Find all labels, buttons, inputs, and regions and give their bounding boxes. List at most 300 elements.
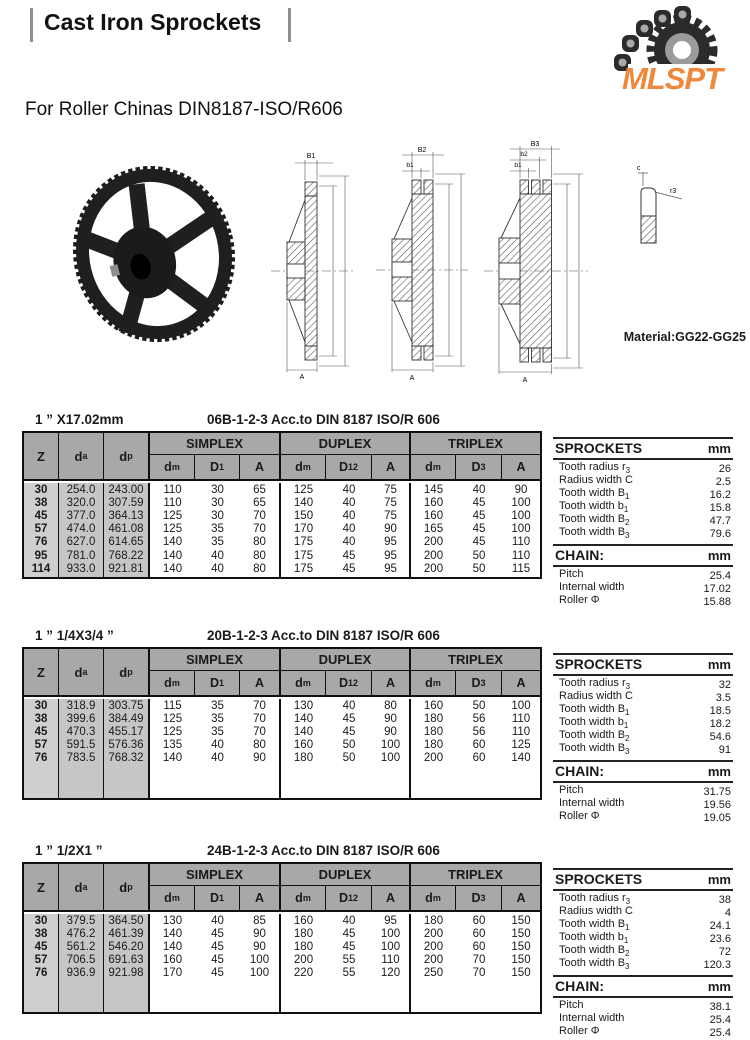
cell: 30 — [211, 509, 224, 522]
cell: 110 — [511, 536, 531, 549]
cell: 45 — [211, 967, 224, 980]
cell: 140 — [162, 927, 183, 940]
panel-item: Tooth width $B_1$ 16.2 — [559, 487, 731, 502]
panel-chain-header: CHAIN: mm — [553, 544, 733, 567]
panel-item: Tooth radius $r_3$ 26 — [559, 461, 731, 476]
cell: 318.9 — [59, 699, 104, 712]
panel-item: Tooth width $B_3$ 79.6 — [559, 526, 731, 541]
cell: 706.5 — [59, 954, 104, 967]
panel-item: Tooth width $b_1$ 15.8 — [559, 500, 731, 515]
cell: 75 — [372, 509, 411, 522]
page-subtitle: For Roller Chinas DIN8187-ISO/R606 — [25, 99, 343, 120]
table-row — [24, 549, 540, 562]
panel-item: Internal width 25.4 — [559, 1012, 731, 1026]
cell: 614.65 — [104, 536, 150, 549]
cell: 30 — [24, 483, 59, 496]
cell: 160 — [423, 496, 444, 509]
panel-item: Pitch 25.4 — [559, 568, 731, 582]
cell: 95 — [372, 536, 411, 549]
col-header-dm: d m — [150, 455, 195, 479]
cell: 180 — [423, 914, 444, 927]
cell: 140 — [511, 752, 531, 765]
sprockets-info-panel — [553, 437, 733, 608]
col-header-a: A — [372, 455, 411, 479]
panel-item: Roller Φ 19.05 — [559, 810, 731, 824]
table-size-label: 1 ” 1/2X1 ” — [35, 843, 103, 858]
cell: 60 — [472, 914, 486, 927]
cell: 175 — [293, 549, 314, 562]
cell: 40 — [472, 483, 486, 496]
cell: 40 — [211, 752, 224, 765]
cell: 75 — [372, 496, 411, 509]
col-header-da: d a — [59, 649, 104, 695]
cell: 30 — [24, 914, 59, 927]
panel-sprockets-header: SPROCKETS mm — [553, 653, 733, 676]
cell: 140 — [293, 712, 314, 725]
panel-item: Pitch 31.75 — [559, 784, 731, 798]
cell: 38 — [24, 712, 59, 725]
cell: 110 — [511, 725, 531, 738]
cell: 100 — [372, 739, 411, 752]
cell: 60 — [472, 940, 486, 953]
cell: 364.13 — [104, 509, 150, 522]
cell: 95 — [372, 549, 411, 562]
panel-item: Tooth width $B_3$ 120.3 — [559, 957, 731, 972]
cell: 307.59 — [104, 496, 150, 509]
table-row — [24, 523, 540, 536]
panel-item: Tooth width $b_1$ 18.2 — [559, 716, 731, 731]
cell: 40 — [342, 536, 356, 549]
cell: 70 — [472, 954, 486, 967]
cell: 95 — [24, 549, 59, 562]
col-header-d12: D 12 — [326, 671, 372, 695]
table-header — [24, 649, 540, 697]
group-header-simplex: SIMPLEX — [150, 864, 281, 886]
cell: 30 — [211, 496, 224, 509]
cell: 50 — [472, 699, 486, 712]
cell: 38 — [24, 496, 59, 509]
col-header-z: Z — [24, 864, 59, 910]
cell: 110 — [511, 549, 531, 562]
cell: 70 — [240, 699, 281, 712]
cell: 76 — [24, 752, 59, 765]
table-row — [24, 940, 540, 953]
cell: 60 — [472, 752, 486, 765]
cell: 768.22 — [104, 549, 150, 562]
cell: 60 — [472, 739, 486, 752]
cell: 114 — [24, 562, 59, 575]
col-header-a: A — [502, 671, 540, 695]
cell: 56 — [472, 712, 486, 725]
title-right-rule — [288, 8, 291, 42]
cell: 90 — [240, 752, 281, 765]
table-body — [24, 912, 540, 980]
cell: 150 — [511, 927, 531, 940]
table-row — [24, 914, 540, 927]
dim-label-r3: r3 — [670, 188, 677, 195]
cell: 250 — [423, 967, 444, 980]
cell: 100 — [511, 523, 531, 536]
col-header-d3: D 3 — [456, 671, 502, 695]
col-header-a: A — [502, 455, 540, 479]
group-header-duplex: DUPLEX — [281, 864, 411, 886]
col-header-d3: D 3 — [456, 886, 502, 910]
cell: 45 — [342, 562, 356, 575]
cell: 65 — [240, 496, 281, 509]
cell: 70 — [472, 967, 486, 980]
cell: 45 — [211, 940, 224, 953]
dim-label-A: A — [299, 374, 305, 381]
cell: 384.49 — [104, 712, 150, 725]
panel-item: Tooth width $B_1$ 18.5 — [559, 703, 731, 718]
panel-item: Tooth radius $r_3$ 32 — [559, 677, 731, 692]
group-header-triplex: TRIPLEX — [411, 433, 540, 455]
col-header-da: d a — [59, 433, 104, 479]
cell: 35 — [211, 725, 224, 738]
table-section-20b — [22, 628, 748, 824]
panel-chain-list — [553, 998, 733, 1039]
cell: 200 — [423, 954, 444, 967]
duplex-section-drawing — [352, 142, 472, 387]
dim-label-B1: B1 — [306, 153, 316, 160]
table-row — [24, 562, 540, 575]
table-header — [24, 864, 540, 912]
cell: 180 — [423, 725, 444, 738]
group-header-simplex: SIMPLEX — [150, 433, 281, 455]
cell: 145 — [423, 483, 444, 496]
group-header-duplex: DUPLEX — [281, 649, 411, 671]
panel-item: Radius width C 2.5 — [559, 474, 731, 488]
table-spec-label: 06B-1-2-3 Acc.to DIN 8187 ISO/R 606 — [207, 412, 440, 427]
table-row — [24, 699, 540, 712]
cell: 921.98 — [104, 967, 150, 980]
cell: 781.0 — [59, 549, 104, 562]
cell: 45 — [342, 712, 356, 725]
cell: 140 — [162, 940, 183, 953]
sprocket-photo — [66, 156, 242, 352]
panel-item: Tooth width $B_2$ 47.7 — [559, 513, 731, 528]
logo-text: MLSPT — [621, 61, 723, 94]
cell: 627.0 — [59, 536, 104, 549]
cell: 220 — [293, 967, 314, 980]
cell: 364.50 — [104, 914, 150, 927]
panel-item: Tooth width $b_1$ 23.6 — [559, 931, 731, 946]
cell: 140 — [162, 536, 183, 549]
cell: 461.08 — [104, 523, 150, 536]
cell: 200 — [423, 536, 444, 549]
cell: 200 — [423, 752, 444, 765]
cell: 125 — [162, 725, 183, 738]
col-header-dp: d p — [104, 864, 150, 910]
col-header-dm: d m — [281, 455, 326, 479]
table-row — [24, 509, 540, 522]
cell: 40 — [211, 914, 224, 927]
cell: 45 — [472, 509, 486, 522]
cell: 921.81 — [104, 562, 150, 575]
cell: 936.9 — [59, 967, 104, 980]
cell: 140 — [162, 562, 183, 575]
table-row — [24, 483, 540, 496]
col-header-a: A — [240, 886, 281, 910]
panel-item: Tooth width $B_3$ 91 — [559, 742, 731, 757]
cell: 130 — [162, 914, 183, 927]
cell: 200 — [423, 927, 444, 940]
dim-label-A: A — [522, 377, 528, 384]
spec-table — [22, 862, 542, 1014]
cell: 55 — [342, 954, 356, 967]
cell: 40 — [211, 549, 224, 562]
cell: 50 — [342, 752, 356, 765]
cell: 95 — [372, 914, 411, 927]
panel-item: Internal width 17.02 — [559, 581, 731, 595]
cell: 170 — [162, 967, 183, 980]
table-body — [24, 697, 540, 765]
panel-chain-header: CHAIN: mm — [553, 760, 733, 783]
cell: 50 — [472, 549, 486, 562]
table-size-label: 1 ” X17.02mm — [35, 412, 124, 427]
col-header-da: d a — [59, 864, 104, 910]
group-header-triplex: TRIPLEX — [411, 864, 540, 886]
table-filler — [24, 765, 540, 798]
group-header-duplex: DUPLEX — [281, 433, 411, 455]
cell: 95 — [372, 562, 411, 575]
cell: 56 — [472, 725, 486, 738]
cell: 45 — [24, 509, 59, 522]
cell: 100 — [511, 509, 531, 522]
cell: 45 — [24, 725, 59, 738]
col-header-dm: d m — [281, 886, 326, 910]
cell: 180 — [423, 739, 444, 752]
cell: 150 — [511, 914, 531, 927]
col-header-a: A — [502, 886, 540, 910]
cell: 40 — [342, 509, 356, 522]
cell: 561.2 — [59, 940, 104, 953]
cell: 591.5 — [59, 739, 104, 752]
cell: 243.00 — [104, 483, 150, 496]
cell: 70 — [240, 725, 281, 738]
cell: 160 — [293, 914, 314, 927]
col-header-d12: D 12 — [326, 886, 372, 910]
col-header-dp: d p — [104, 649, 150, 695]
cell: 200 — [293, 954, 314, 967]
cell: 110 — [372, 954, 411, 967]
table-body — [24, 481, 540, 575]
cell: 40 — [342, 523, 356, 536]
cell: 546.20 — [104, 940, 150, 953]
dim-label-A: A — [409, 375, 415, 382]
cell: 100 — [240, 967, 281, 980]
cell: 140 — [162, 549, 183, 562]
table-row — [24, 712, 540, 725]
cell: 180 — [293, 752, 314, 765]
cell: 90 — [372, 712, 411, 725]
col-header-d3: D 3 — [456, 455, 502, 479]
cell: 125 — [162, 712, 183, 725]
cell: 90 — [240, 940, 281, 953]
cell: 70 — [240, 523, 281, 536]
cell: 150 — [511, 940, 531, 953]
cell: 461.39 — [104, 927, 150, 940]
cell: 115 — [511, 562, 531, 575]
panel-item: Tooth width $B_1$ 24.1 — [559, 918, 731, 933]
table-row — [24, 752, 540, 765]
cell: 45 — [472, 496, 486, 509]
cell: 45 — [211, 954, 224, 967]
col-header-a: A — [240, 671, 281, 695]
cell: 45 — [472, 536, 486, 549]
cell: 470.3 — [59, 725, 104, 738]
col-header-z: Z — [24, 433, 59, 479]
cell: 150 — [293, 509, 314, 522]
page-title: Cast Iron Sprockets — [44, 9, 262, 35]
cell: 40 — [342, 699, 356, 712]
dim-label-b2: b2 — [520, 151, 528, 158]
cell: 377.0 — [59, 509, 104, 522]
cell: 200 — [423, 562, 444, 575]
panel-item: Tooth width $B_2$ 54.6 — [559, 729, 731, 744]
dim-label-c: c — [637, 165, 641, 172]
company-logo — [600, 2, 740, 94]
simplex-section-drawing — [243, 146, 358, 381]
cell: 160 — [423, 509, 444, 522]
cell: 70 — [240, 509, 281, 522]
cell: 254.0 — [59, 483, 104, 496]
col-header-dm: d m — [150, 886, 195, 910]
panel-sprockets-list — [553, 676, 733, 756]
cell: 55 — [342, 967, 356, 980]
dim-label-B3: B3 — [530, 141, 540, 148]
cell: 175 — [293, 562, 314, 575]
table-section-06b — [22, 412, 748, 608]
cell: 45 — [342, 927, 356, 940]
col-header-d1: D 1 — [195, 886, 240, 910]
cell: 783.5 — [59, 752, 104, 765]
panel-item: Pitch 38.1 — [559, 999, 731, 1013]
cell: 57 — [24, 739, 59, 752]
sprockets-info-panel — [553, 868, 733, 1039]
cell: 40 — [211, 562, 224, 575]
cell: 125 — [511, 739, 531, 752]
cell: 115 — [163, 699, 182, 712]
cell: 100 — [372, 752, 411, 765]
sprockets-info-panel — [553, 653, 733, 824]
cell: 80 — [240, 739, 281, 752]
cell: 933.0 — [59, 562, 104, 575]
col-header-a: A — [372, 886, 411, 910]
cell: 76 — [24, 536, 59, 549]
title-left-rule — [30, 8, 33, 42]
cell: 120 — [372, 967, 411, 980]
col-header-a: A — [240, 455, 281, 479]
cell: 455.17 — [104, 725, 150, 738]
cell: 180 — [423, 712, 444, 725]
cell: 30 — [211, 483, 224, 496]
cell: 175 — [293, 536, 314, 549]
cell: 60 — [472, 927, 486, 940]
cell: 110 — [511, 712, 531, 725]
cell: 85 — [240, 914, 281, 927]
cell: 160 — [423, 699, 444, 712]
cell: 90 — [372, 725, 411, 738]
cell: 180 — [293, 940, 314, 953]
cell: 165 — [423, 523, 444, 536]
col-header-dm: d m — [411, 886, 456, 910]
col-header-dm: d m — [411, 671, 456, 695]
cell: 140 — [293, 496, 314, 509]
cell: 57 — [24, 523, 59, 536]
cell: 80 — [240, 536, 281, 549]
cell: 150 — [511, 967, 531, 980]
cell: 150 — [511, 954, 531, 967]
table-header — [24, 433, 540, 481]
cell: 45 — [342, 549, 356, 562]
col-header-a: A — [372, 671, 411, 695]
col-header-dm: d m — [150, 671, 195, 695]
triplex-section-drawing — [462, 138, 592, 393]
table-row — [24, 927, 540, 940]
cell: 110 — [163, 496, 182, 509]
cell: 90 — [514, 483, 528, 496]
table-row — [24, 725, 540, 738]
panel-item: Roller Φ 15.88 — [559, 594, 731, 608]
col-header-dm: d m — [411, 455, 456, 479]
table-size-label: 1 ” 1/4X3/4 ” — [35, 628, 114, 643]
cell: 50 — [472, 562, 486, 575]
panel-item: Radius width C 4 — [559, 905, 731, 919]
panel-chain-header: CHAIN: mm — [553, 975, 733, 998]
col-header-dm: d m — [281, 671, 326, 695]
cell: 180 — [293, 927, 314, 940]
cell: 200 — [423, 549, 444, 562]
col-header-z: Z — [24, 649, 59, 695]
panel-sprockets-list — [553, 460, 733, 540]
cell: 474.0 — [59, 523, 104, 536]
spec-table — [22, 431, 542, 579]
cell: 379.5 — [59, 914, 104, 927]
dim-label-B2: B2 — [417, 147, 427, 154]
panel-item: Internal width 19.56 — [559, 797, 731, 811]
cell: 76 — [24, 967, 59, 980]
table-row — [24, 536, 540, 549]
table-row — [24, 496, 540, 509]
panel-chain-list — [553, 567, 733, 608]
panel-sprockets-list — [553, 891, 733, 971]
cell: 125 — [162, 509, 183, 522]
panel-item: Radius width C 3.5 — [559, 690, 731, 704]
dim-label-b1: b1 — [514, 162, 522, 169]
table-filler — [24, 575, 540, 577]
cell: 125 — [293, 483, 314, 496]
cell: 40 — [342, 483, 356, 496]
panel-sprockets-header: SPROCKETS mm — [553, 868, 733, 891]
cell: 303.75 — [104, 699, 150, 712]
cell: 130 — [293, 699, 314, 712]
table-row — [24, 739, 540, 752]
cell: 576.36 — [104, 739, 150, 752]
col-header-d12: D 12 — [326, 455, 372, 479]
cell: 50 — [342, 739, 356, 752]
panel-sprockets-header: SPROCKETS mm — [553, 437, 733, 460]
cell: 45 — [472, 523, 486, 536]
panel-item: Tooth radius $r_3$ 38 — [559, 892, 731, 907]
col-header-d1: D 1 — [195, 455, 240, 479]
cell: 100 — [240, 954, 281, 967]
cell: 200 — [423, 940, 444, 953]
cell: 140 — [293, 725, 314, 738]
cell: 38 — [24, 927, 59, 940]
cell: 35 — [211, 712, 224, 725]
cell: 110 — [163, 483, 182, 496]
